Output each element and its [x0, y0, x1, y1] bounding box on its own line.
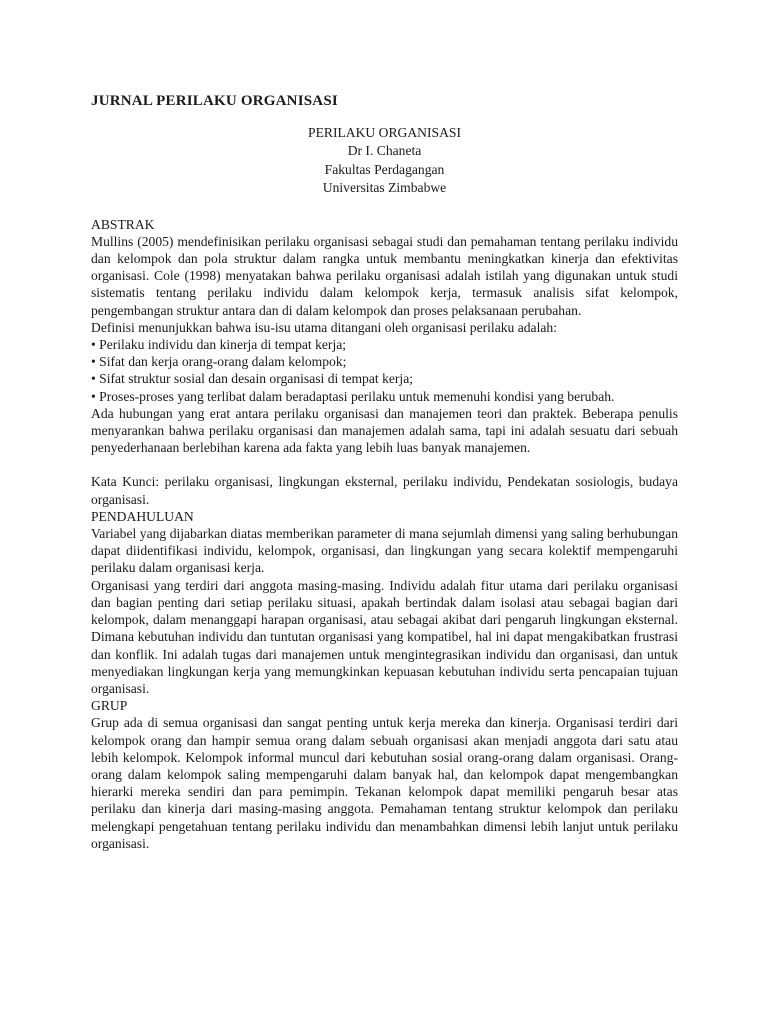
abstract-paragraph-2: Definisi menunjukkan bahwa isu-isu utama ditangani oleh organisasi perilaku adalah:	[91, 319, 557, 335]
article-subtitle: PERILAKU ORGANISASI	[308, 125, 461, 140]
bullet-item: • Proses-proses yang terlibat dalam beradaptasi perilaku untuk memenuhi kondisi yang berubah.	[91, 388, 615, 404]
introduction-section	[91, 508, 678, 697]
article-university: Universitas Zimbabwe	[322, 180, 447, 196]
document-title: JURNAL PERILAKU ORGANISASI	[91, 93, 338, 109]
introduction-heading: PENDAHULUAN	[91, 508, 194, 524]
abstract-section	[91, 216, 678, 508]
article-header	[91, 124, 678, 198]
bullet-item: • Sifat struktur sosial dan desain organisasi di tempat kerja;	[91, 371, 414, 387]
introduction-paragraph-2: Organisasi yang terdiri dari anggota masing-masing. Individu adalah fitur utama dari perilaku organisasi dan bagian penting dari setiap perilaku situasi, apakah bertindak dalam isolasi atau sebagai bagian dari kelompok, dalam menanggapi harapan organisasi, atau sebagai akibat dari pengaruh lingkungan eksternal. Dimana kebutuhan individu dan tuntutan organisasi yang kompatibel, hal ini dapat mengakibatkan frustrasi dan konflik. Ini adalah tugas dari manajemen untuk mengintegrasikan individu dan organisasi, dan untuk menyediakan lingkungan kerja yang memungkinkan kepuasan kebutuhan individu serta pencapaian tujuan organisasi.	[91, 577, 678, 696]
abstract-paragraph-1: Mullins (2005) mendefinisikan perilaku organisasi sebagai studi dan pemahaman tentang perilaku individu dan kelompok dan pola struktur dalam rangka untuk membantu meningkatkan kinerja dan efektivitas organisasi. Cole (1998) menyatakan bahwa perilaku organisasi adalah istilah yang digunakan untuk studi sistematis tentang perilaku individu dalam kelompok kerja, termasuk analisis sifat kelompok, pengembangan struktur antara dan di dalam kelompok dan proses pelaksanaan perubahan.	[91, 233, 678, 318]
abstract-bullet-list	[91, 336, 678, 405]
group-heading: GRUP	[91, 698, 128, 714]
bullet-item: • Perilaku individu dan kinerja di tempat kerja;	[91, 337, 347, 353]
introduction-paragraph-1: Variabel yang dijabarkan diatas memberikan parameter di mana sejumlah dimensi yang saling berhubungan dapat diidentifikasi individu, kelompok, organisasi, dan lingkungan yang secara kolektif mempengaruhi perilaku dalam organisasi kerja.	[91, 526, 678, 576]
abstract-paragraph-3: Ada hubungan yang erat antara perilaku organisasi dan manajemen teori dan praktek. Beberapa penulis menyarankan bahwa perilaku organisasi dan manajemen adalah sama, tapi ini adalah sesuatu dari sebuah penyederhanaan berlebihan karena ada fakta yang lebih luas banyak manajemen.	[91, 405, 678, 456]
paragraph-spacer	[91, 456, 678, 473]
group-paragraph-1: Grup ada di semua organisasi dan sangat penting untuk kerja mereka dan kinerja. Organisasi terdiri dari kelompok orang dan hampir semua orang dalam sebuah organisasi akan menjadi anggota dari satu atau lebih kelompok. Kelompok informal muncul dari kebutuhan sosial orang-orang dalam organisasi. Orang-orang dalam kelompok saling mempengaruhi dalam banyak hal, dan kelompok dapat mengembangkan hierarki mereka sendiri dan para pemimpin. Tekanan kelompok dapat memiliki pengaruh besar atas perilaku dan kinerja dari masing-masing anggota. Pemahaman tentang struktur kelompok dan perilaku melengkapi pengetahuan tentang perilaku individu dan menambahkan dimensi lebih lanjut untuk perilaku organisasi.	[91, 715, 678, 851]
group-section	[91, 697, 678, 852]
bullet-item: • Sifat dan kerja orang-orang dalam kelompok;	[91, 354, 347, 370]
keywords-paragraph: Kata Kunci: perilaku organisasi, lingkungan eksternal, perilaku individu, Pendekatan sosiologis, budaya organisasi.	[91, 474, 678, 507]
abstract-heading: ABSTRAK	[91, 216, 155, 232]
document-page	[91, 92, 678, 852]
article-author: Dr I. Chaneta	[347, 143, 422, 159]
article-faculty: Fakultas Perdagangan	[324, 161, 445, 177]
